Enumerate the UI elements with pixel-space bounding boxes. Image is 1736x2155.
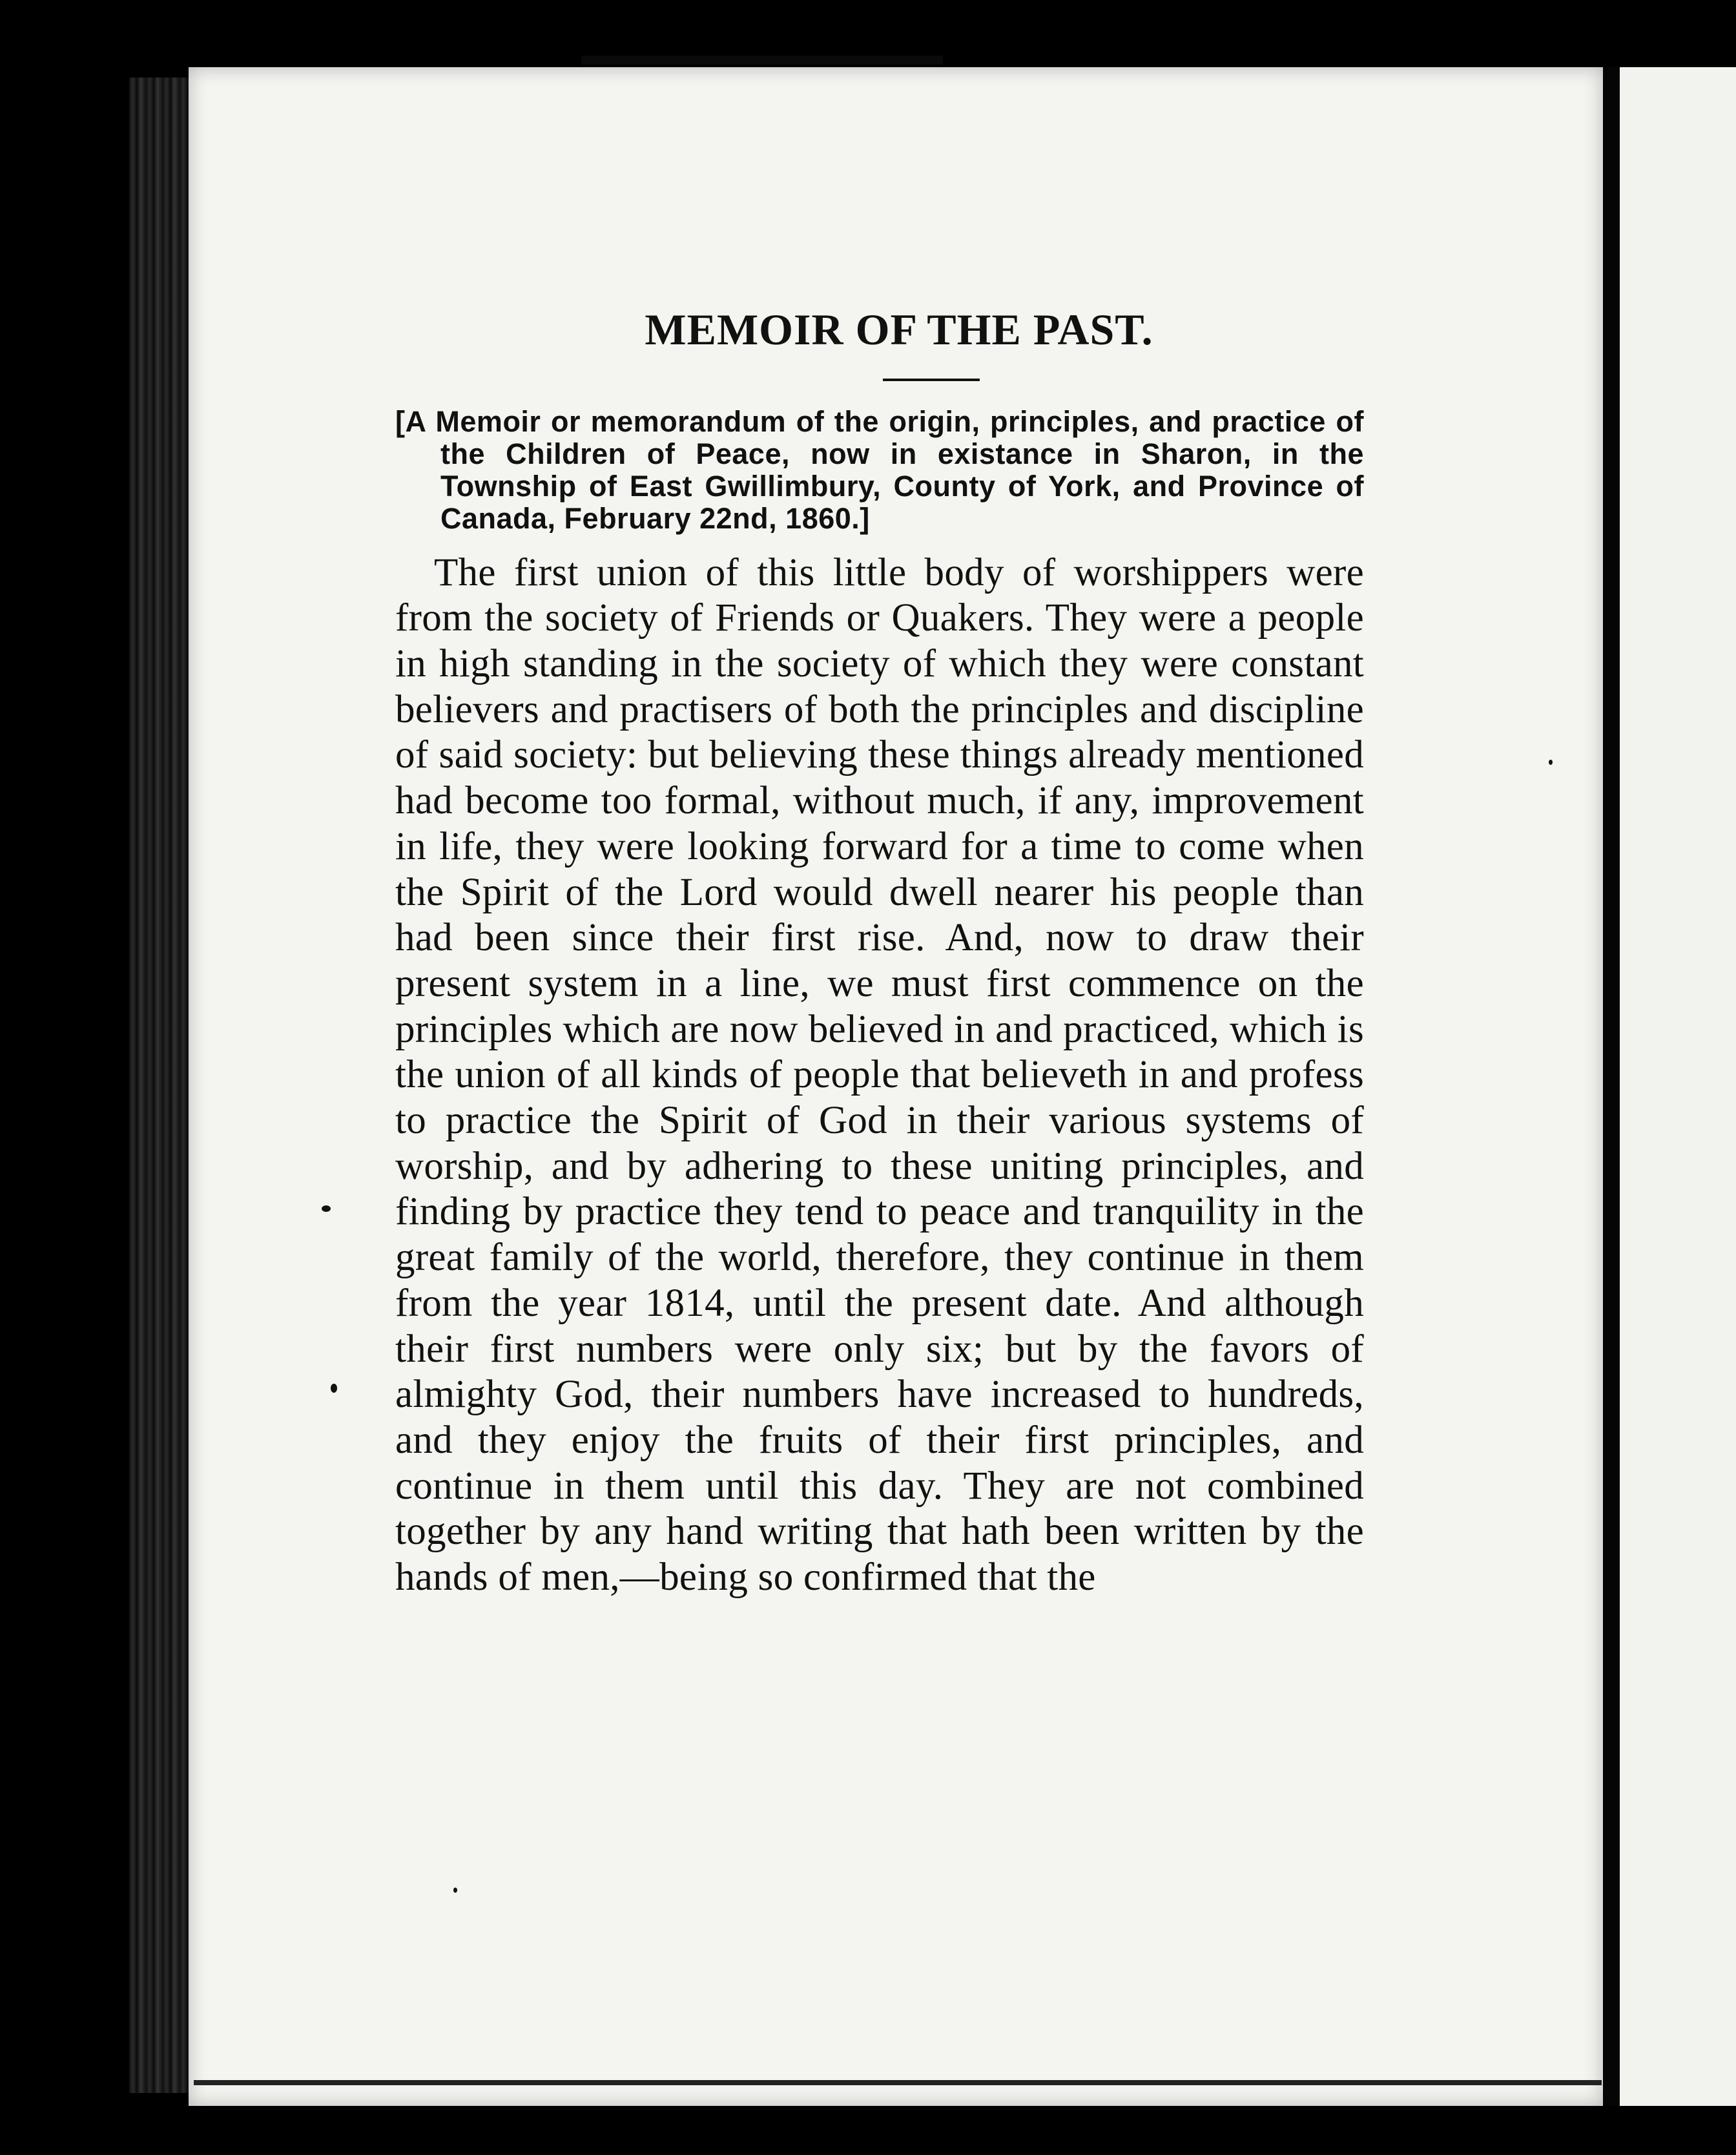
top-edge-shadow [581,56,943,65]
page-bottom-edge [194,2080,1602,2085]
ink-speck [322,1205,331,1212]
title-divider [883,379,980,381]
preamble-note: [A Memoir or memorandum of the origin, principles, and practice of the Children of Peace, now in existance in Sharon, in the Township of East Gwillimbury, County of York, and Province of Canada, February 22nd, 1860.] [395,404,1364,535]
ink-speck [1549,760,1553,765]
facing-page-edge [1620,67,1736,2106]
page-title: MEMOIR OF THE PAST. [645,305,1153,354]
book-spine [129,78,194,2093]
page-gutter [1603,67,1620,2106]
page-content [395,304,1364,1601]
body-paragraph: The first union of this little body of worshippers were from the society of Friends or Quakers. They were a people in high standing in the society of which they were constant believers and practisers of both the principles and discipline of said society: but believing these things already mentioned had become too formal, without much, if any, improvement in life, they were looking forward for a time to come when the Spirit of the Lord would dwell nearer his people than had been since their first rise. And, now to draw their present system in a line, we must first commence on the principles which are now believed in and practiced, which is the union of all kinds of people that believeth in and profess to practice the Spirit of God in their various systems of worship, and by adhering to these uniting principles, and finding by practice they tend to peace and tranquility in the great family of the world, therefore, they continue in them from the year 1814, until the present date. And although their first numbers were only six; but by the favors of almighty God, their numbers have increased to hundreds, and they enjoy the fruits of their first principles, and continue in them until this day. They are not combined together by any hand writing that hath been written by the hands of men,—being so confirmed that the [395,550,1364,1599]
ink-speck [453,1888,457,1893]
ink-speck [331,1384,337,1393]
